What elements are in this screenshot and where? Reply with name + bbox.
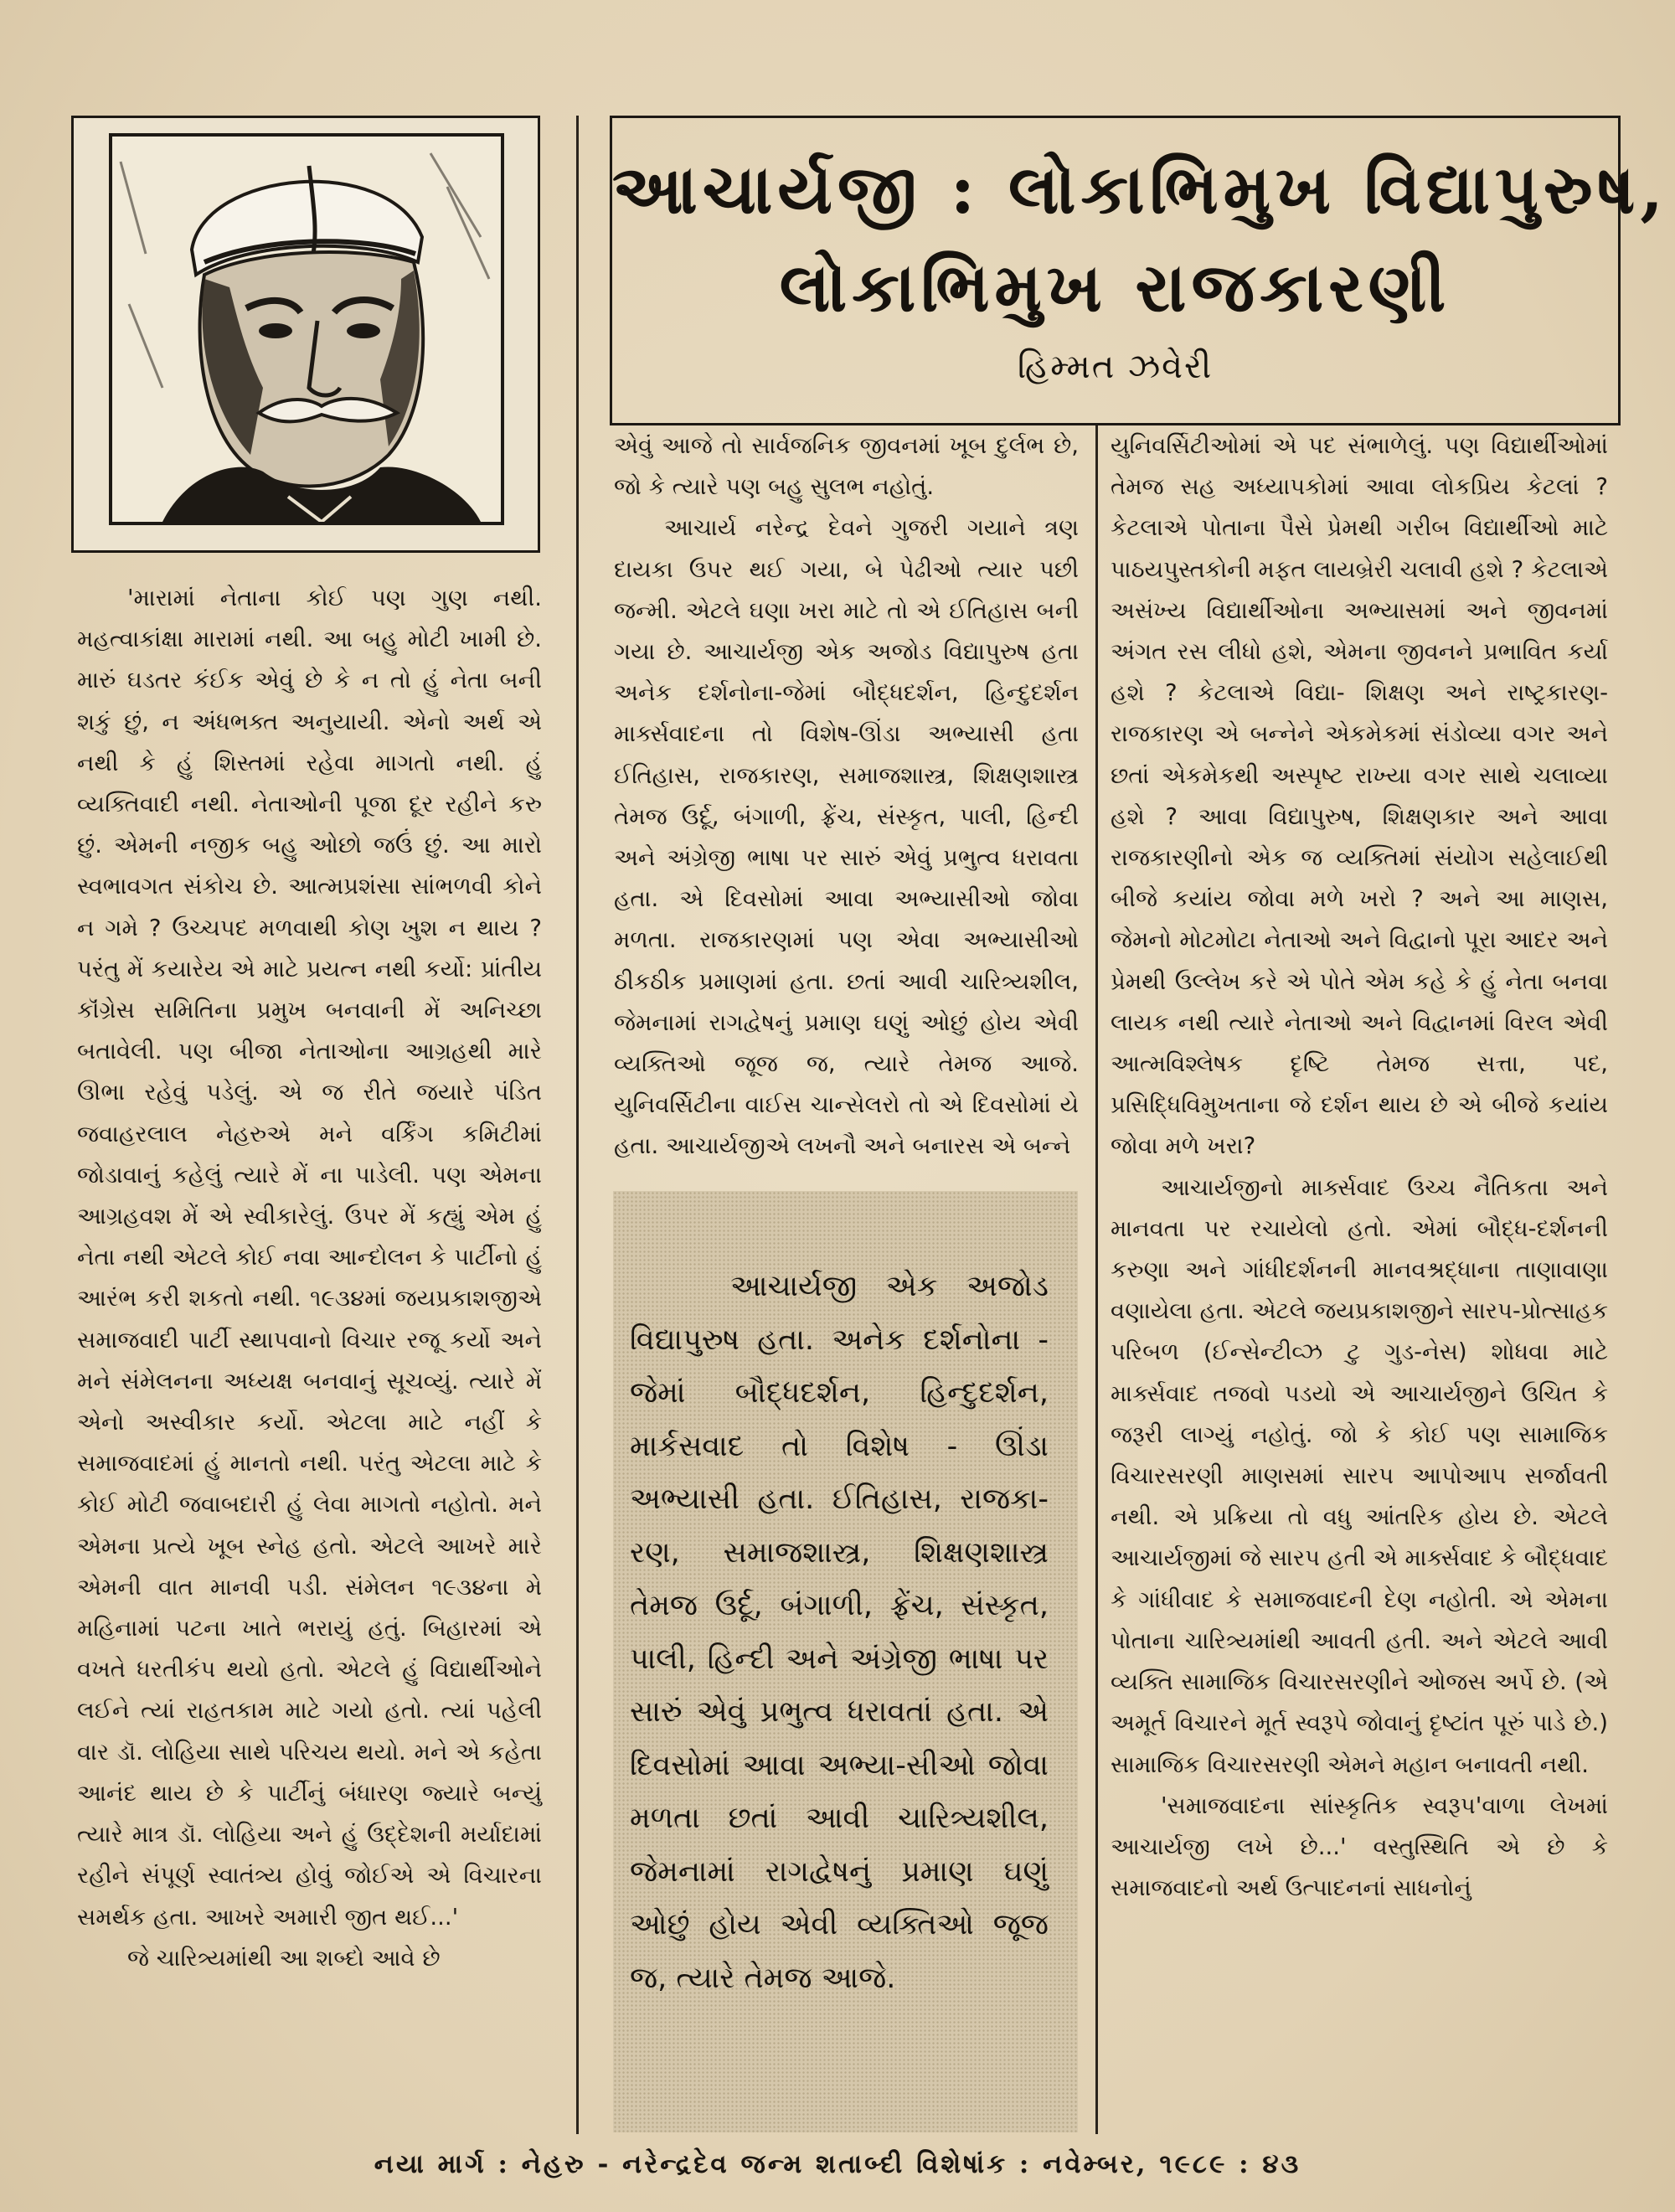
pull-quote-text: આચાર્યજી એક અજોડ વિદ્યાપુરુષ હતા. અનેક દર્શનોના - જેમાં બૌદ્ધદર્શન, હિન્દુદર્શન, માર્કસવાદ તો વિશેષ - ઊંડા અભ્યાસી હતા. ઈતિહાસ, રાજકા-રણ, સમાજશાસ્ત્ર, શિક્ષણશાસ્ત્ર તેમજ ઉર્દૂ, બંગાળી, ફ્રેંચ, સંસ્કૃત, પાલી, હિન્દી અને અંગ્રેજી ભાષા પર સારું એવું પ્રભુત્વ ધરાવતાં હતા. એ દિવસોમાં આવા અભ્યા-સીઓ જોવા મળતા છતાં આવી ચારિત્ર્યશીલ, જેમનામાં રાગદ્વેષનું પ્રમાણ ઘણું ઓછું હોય એવી વ્યક્તિઓ જૂજ જ, ત્યારે તેમજ આજે. [630, 1270, 1049, 1995]
article-author: હિમ્મત ઝવેરી [1017, 348, 1214, 386]
body-column-3 [1111, 425, 1608, 1909]
page-footer: નયા માર્ગ : નેહરુ - નરેન્દ્રદેવ જન્મ શતાબ્દી વિશેષાંક : નવેમ્બર, ૧૯૮૯ : ૪૩ [374, 2149, 1301, 2179]
column-1-paragraph-1: 'મારામાં નેતાના કોઈ પણ ગુણ નથી. મહત્વાકાંક્ષા મારામાં નથી. આ બહુ મોટી ખામી છે. મારું ઘડતર કંઈક એવું છે કે ન તો હું નેતા બની શકું છું, ન અંધભક્ત અનુયાયી. એનો અર્થ એ નથી કે હું શિસ્તમાં રહેવા માગતો નથી. હું વ્યક્તિવાદી નથી. નેતાઓની પૂજા દૂર રહીને કરુ છું. એમની નજીક બહુ ઓછો જઉં છું. આ મારો સ્વભાવગત સંકોચ છે. આત્મપ્રશંસા સાંભળવી કોને ન ગમે ? ઉચ્ચપદ મળવાથી કોણ ખુશ ન થાય ? પરંતુ મેં કયારેય એ માટે પ્રયત્ન નથી કર્યો: પ્રાંતીય કૉંગ્રેસ સમિતિના પ્રમુખ બનવાની મેં અનિચ્છા બતાવેલી. પણ બીજા નેતાઓના આગ્રહથી મારે ઊભા રહેવું પડેલું. એ જ રીતે જયારે પંડિત જવાહરલાલ નેહરુએ મને વર્કિંગ કમિટીમાં જોડાવાનું કહેલું ત્યારે મેં ના પાડેલી. પણ એમના આગ્રહવશ મેં એ સ્વીકારેલું. ઉપર મેં કહ્યું એમ હું નેતા નથી એટલે કોઈ નવા આન્દોલન કે પાર્ટીનો હું આરંભ કરી શકતો નથી. ૧૯૩૪માં જયપ્રકાશજીએ સમાજવાદી પાર્ટી સ્થાપવાનો વિચાર રજૂ કર્યો અને મને સંમેલનના અધ્યક્ષ બનવાનું સૂચવ્યું. ત્યારે મેં એનો અસ્વીકાર કર્યો. એટલા માટે નહીં કે સમાજવાદમાં હું માનતો નથી. પરંતુ એટલા માટે કે કોઈ મોટી જવાબદારી હું લેવા માગતો નહોતો. મને એમના પ્રત્યે ખૂબ સ્નેહ હતો. એટલે આખરે મારે એમની વાત માનવી પડી. સંમેલન ૧૯૩૪ના મે મહિનામાં પટના ખાતે ભરાયું હતું. બિહારમાં એ વખતે ધરતીકંપ થયો હતો. એટલે હું વિદ્યાર્થીઓને લઈને ત્યાં રાહતકામ માટે ગયો હતો. ત્યાં પહેલી વાર ડૉ. લોહિયા સાથે પરિચય થયો. મને એ કહેતા આનંદ થાય છે કે પાર્ટીનું બંધારણ જ્યારે બન્યું ત્યારે માત્ર ડૉ. લોહિયા અને હું ઉદ્દેશની મર્યાદામાં રહીને સંપૂર્ણ સ્વાતંત્ર્ય હોવું જોઈએ એ વિચારના સમર્થક હતા. આખરે અમારી જીત થઈ...' [77, 585, 542, 1931]
column-rule-left [576, 116, 579, 2134]
column-2-paragraph-1: એવું આજે તો સાર્વજનિક જીવનમાં ખૂબ દુર્લભ છે, જો કે ત્યારે પણ બહુ સુલભ નહોતું. [614, 432, 1079, 501]
column-3-paragraph-2: આચાર્યજીનો માર્ક્સવાદ ઉચ્ચ નૈતિકતા અને માનવતા પર રચાયેલો હતો. એમાં બૌદ્ધ-દર્શનની કરુણા અને ગાંધીદર્શનની માનવશ્રદ્ધાના તાણાવાણા વણાયેલા હતા. એટલે જયપ્રકાશજીને સારપ-પ્રોત્સાહક પરિબળ (ઈન્સેન્ટીવ્ઝ ટુ ગુડ-નેસ) શોધવા માટે માર્ક્સવાદ તજવો પડયો એ આચાર્યજીને ઉચિત કે જરૂરી લાગ્યું નહોતું. જો કે કોઈ પણ સામાજિક વિચારસરણી માણસમાં સારપ આપોઆપ સર્જાવતી નથી. એ પ્રક્રિયા તો વધુ આંતરિક હોય છે. એટલે આચાર્યજીમાં જે સારપ હતી એ માર્ક્સવાદ કે બૌદ્ધવાદ કે ગાંધીવાદ કે સમાજવાદની દેણ નહોતી. એ એમના પોતાના ચારિત્ર્યમાંથી આવતી હતી. અને એટલે આવી વ્યક્તિ સામાજિક વિચારસરણીને ઓજસ અર્પે છે. (એ અમૂર્ત વિચારને મૂર્ત સ્વરૂપે જોવાનું દૃષ્ટાંત પૂરું પાડે છે.) સામાજિક વિચારસરણી એમને મહાન બનાવતી નથી. [1111, 1173, 1608, 1778]
article-title-box [610, 116, 1669, 425]
body-column-1 [77, 578, 542, 1979]
portrait-illustration [112, 137, 501, 522]
column-rule-right [1095, 425, 1098, 2134]
pull-quote [630, 1261, 1049, 2005]
article-title-line-1: આચાર્યજી : લોકાભિમુખ વિદ્યાપુરુષ, [612, 150, 1669, 229]
column-3-paragraph-3: 'સમાજવાદના સાંસ્કૃતિક સ્વરૂપ'વાળા લેખમાં આચાર્યજી લખે છે...' વસ્તુસ્થિતિ એ છે કે સમાજવાદનો અર્થ ઉત્પાદનનાં સાધનોનું [1111, 1792, 1608, 1902]
column-1-paragraph-2: જે ચારિત્ર્યમાંથી આ શબ્દો આવે છે [127, 1944, 441, 1972]
column-3-paragraph-1: યુનિવર્સિટીઓમાં એ પદ સંભાળેલું. પણ વિદ્યાર્થીઓમાં તેમજ સહ અધ્યાપકોમાં આવા લોકપ્રિય કેટલાં ? કેટલાએ પોતાના પૈસે પ્રેમથી ગરીબ વિદ્યાર્થીઓ માટે પાઠયપુસ્તકોની મફત લાયબ્રેરી ચલાવી હશે ? કેટલાએ અસંખ્ય વિદ્યાર્થીઓના અભ્યાસમાં અને જીવનમાં અંગત રસ લીધો હશે, એમના જીવનને પ્રભાવિત કર્યા હશે ? કેટલાએ વિદ્યા- શિક્ષણ અને રાષ્ટ્રકારણ-રાજકારણ એ બન્નેને એકમેકમાં સંડોવ્યા વગર અને છતાં એકમેકથી અસ્પૃષ્ટ રાખ્યા વગર સાથે ચલાવ્યા હશે ? આવા વિદ્યાપુરુષ, શિક્ષણકાર અને આવા રાજકારણીનો એક જ વ્યક્તિમાં સંયોગ સહેલાઈથી બીજે કયાંય જોવા મળે ખરો ? અને આ માણસ, જેમનો મોટમોટા નેતાઓ અને વિદ્વાનો પૂરા આદર અને પ્રેમથી ઉલ્લેખ કરે એ પોતે એમ કહે કે હું નેતા બનવા લાયક નથી ત્યારે નેતાઓ અને વિદ્વાનમાં વિરલ એવી આત્મવિશ્લેષક દૃષ્ટિ તેમજ સત્તા, પદ, પ્રસિદ્ધિવિમુખતાના જે દર્શન થાય છે એ બીજે કયાંય જોવા મળે ખરા? [1111, 432, 1608, 1160]
article-title-line-2: લોકાભિમુખ રાજકારણી [779, 248, 1451, 327]
portrait-photo [109, 133, 504, 525]
column-2-paragraph-2: આચાર્ય નરેન્દ્ર દેવને ગુજરી ગયાને ત્રણ દાયકા ઉપર થઈ ગયા, બે પેઢીઓ ત્યાર પછી જન્મી. એટલે ઘણા ખરા માટે તો એ ઈતિહાસ બની ગયા છે. આચાર્યજી એક અજોડ વિદ્યાપુરુષ હતા અનેક દર્શનોના-જેમાં બૌદ્ધદર્શન, હિન્દુદર્શન માર્ક્સવાદના તો વિશેષ-ઊંડા અભ્યાસી હતા ઈતિહાસ, રાજકારણ, સમાજશાસ્ત્ર, શિક્ષણશાસ્ત્ર તેમજ ઉર્દૂ, બંગાળી, ફ્રેંચ, સંસ્કૃત, પાલી, હિન્દી અને અંગ્રેજી ભાષા પર સારું એવું પ્રભુત્વ ધરાવતા હતા. એ દિવસોમાં આવા અભ્યાસીઓ જોવા મળતા. રાજકારણમાં પણ એવા અભ્યાસીઓ ઠીકઠીક પ્રમાણમાં હતા. છતાં આવી ચારિત્ર્યશીલ, જેમનામાં રાગદ્વેષનું પ્રમાણ ઘણું ઓછું હોય એવી વ્યક્તિઓ જૂજ જ, ત્યારે તેમજ આજે. યુનિવર્સિટીના વાઈસ ચાન્સેલરો તો એ દિવસોમાં યે હતા. આચાર્યજીએ લખનૌ અને બનારસ એ બન્ને [614, 514, 1079, 1160]
portrait-frame [71, 116, 540, 553]
body-column-2 [614, 425, 1079, 1168]
